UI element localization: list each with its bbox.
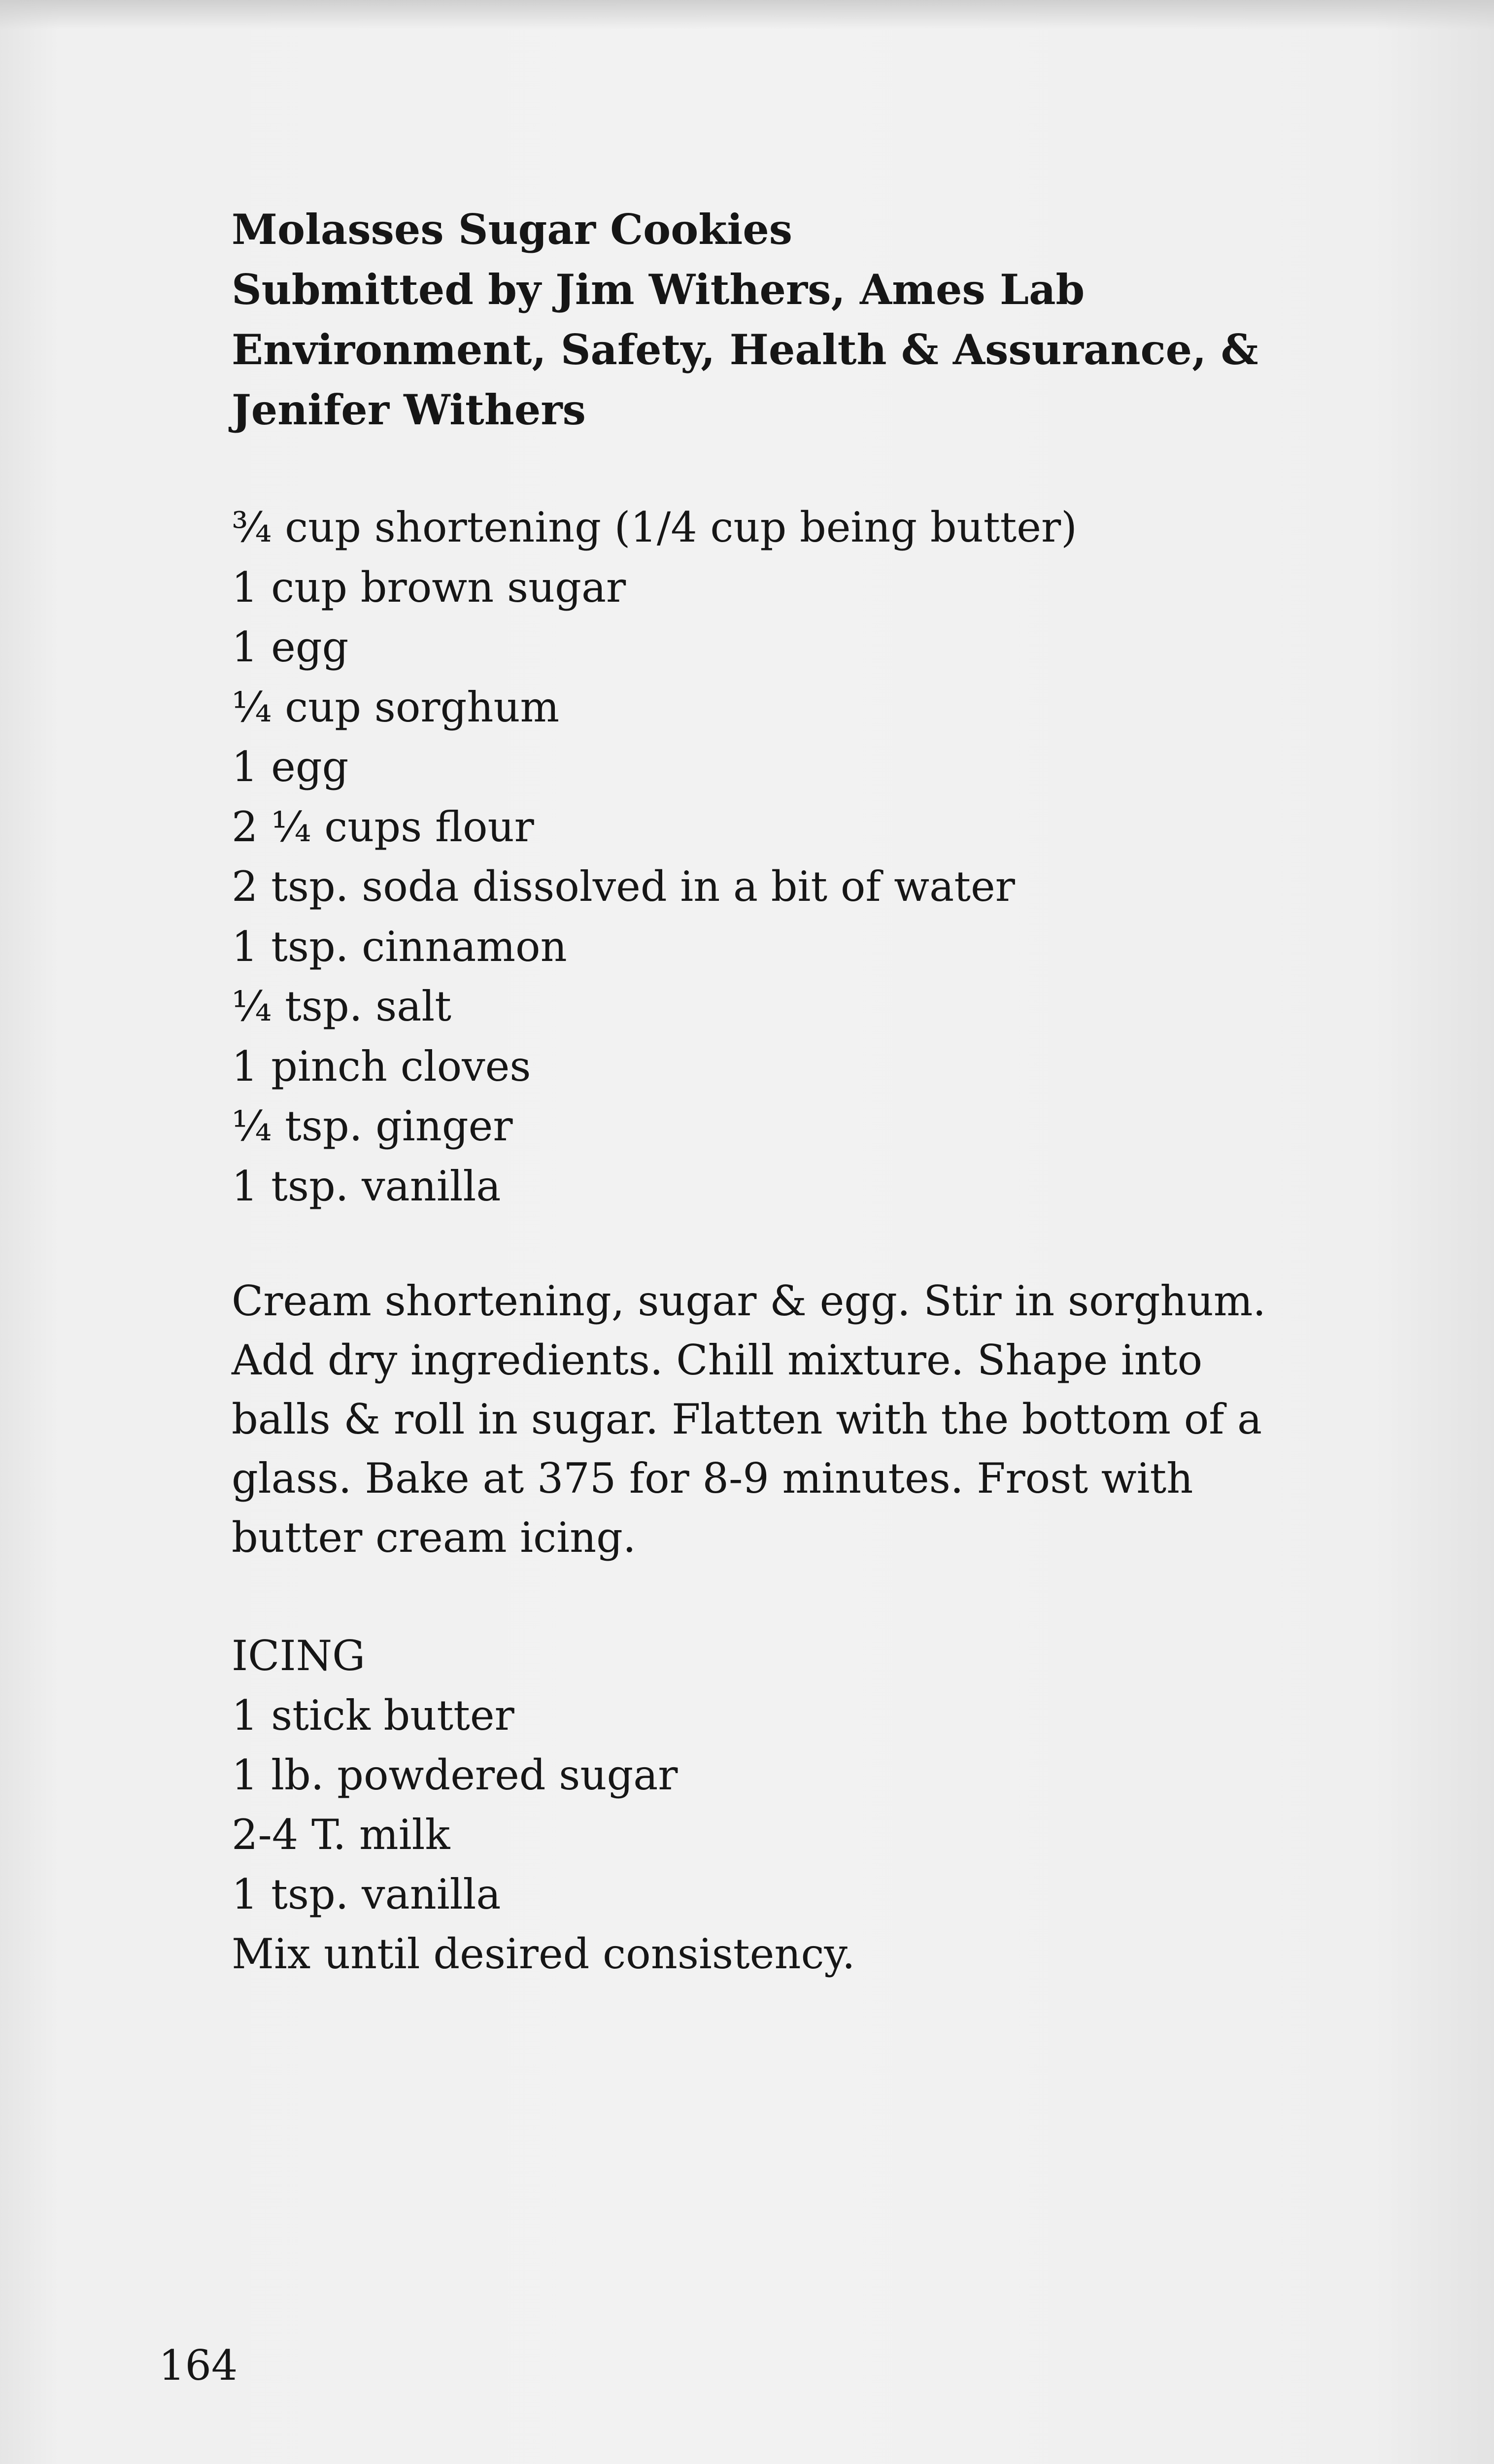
recipe-cosubmitter-line: Jenifer Withers: [232, 385, 586, 434]
ingredient-item: 1 tsp. cinnamon: [232, 922, 567, 971]
ingredient-item: 1 egg: [232, 743, 349, 791]
icing-section: [232, 1626, 1414, 1984]
page-number: 164: [159, 2341, 238, 2390]
ingredient-item: 2 ¼ cups flour: [232, 802, 534, 851]
ingredient-item: ¼ cup sorghum: [232, 683, 560, 731]
recipe-directions: [232, 1271, 1414, 1567]
icing-item: 2-4 T. milk: [232, 1811, 450, 1859]
recipe-department-line: Environment, Safety, Health & Assurance, &: [232, 325, 1258, 374]
directions-line: balls & roll in sugar. Flatten with the bottom of a: [232, 1395, 1262, 1443]
recipe-title: [232, 200, 1414, 440]
ingredient-item: ¾ cup shortening (1/4 cup being butter): [232, 503, 1077, 551]
ingredient-item: 1 tsp. vanilla: [232, 1162, 501, 1210]
directions-line: Add dry ingredients. Chill mixture. Shape into: [232, 1336, 1203, 1384]
icing-instruction: Mix until desired consistency.: [232, 1930, 855, 1978]
page-top-shadow: [0, 0, 1494, 30]
directions-line: Cream shortening, sugar & egg. Stir in sorghum.: [232, 1277, 1266, 1325]
icing-heading: ICING: [232, 1632, 366, 1680]
recipe-submitter-line: Submitted by Jim Withers, Ames Lab: [232, 265, 1085, 314]
directions-line: glass. Bake at 375 for 8-9 minutes. Frost with: [232, 1454, 1193, 1503]
ingredient-item: ¼ tsp. ginger: [232, 1102, 513, 1150]
directions-line: butter cream icing.: [232, 1513, 636, 1562]
recipe-title-line: Molasses Sugar Cookies: [232, 205, 793, 254]
ingredient-item: 1 pinch cloves: [232, 1042, 531, 1091]
ingredient-item: 1 cup brown sugar: [232, 563, 626, 612]
ingredient-list: [232, 498, 1414, 1216]
ingredient-item: ¼ tsp. salt: [232, 982, 451, 1030]
icing-item: 1 stick butter: [232, 1691, 514, 1740]
icing-item: 1 tsp. vanilla: [232, 1870, 501, 1918]
ingredient-item: 1 egg: [232, 623, 349, 671]
ingredient-item: 2 tsp. soda dissolved in a bit of water: [232, 862, 1015, 911]
icing-item: 1 lb. powdered sugar: [232, 1751, 678, 1799]
